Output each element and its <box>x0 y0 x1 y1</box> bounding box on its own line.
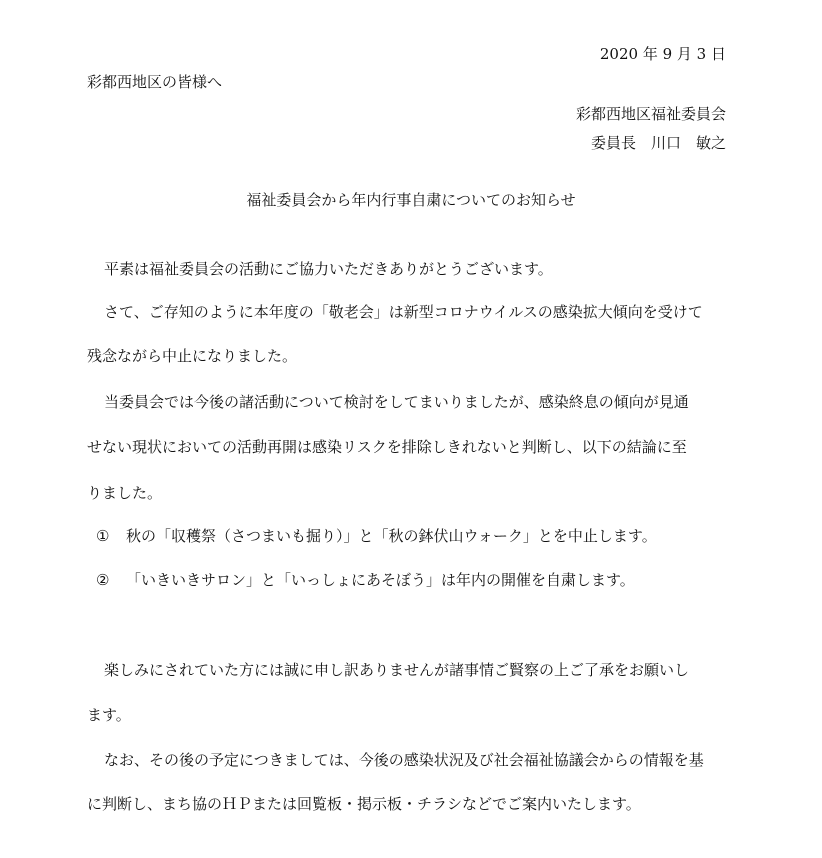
sender-name: 委員長 川口 敏之 <box>590 134 726 152</box>
paragraph-5-line-2: に判断し、まち協のＨＰまたは回覧板・掲示板・チラシなどでご案内いたします。 <box>87 795 641 813</box>
paragraph-2-line-2: 残念ながら中止になりました。 <box>87 347 298 365</box>
paragraph-4-line-1: 楽しみにされていた方には誠に申し訳ありませんが諸事情ご賢察の上ご了承をお願いし <box>104 661 690 679</box>
paragraph-2-line-1: さて、ご存知のように本年度の「敬老会」は新型コロナウイルスの感染拡大傾向を受けて <box>104 303 703 321</box>
paragraph-5-line-1: なお、その後の予定につきましては、今後の感染状況及び社会福祉協議会からの情報を基 <box>104 751 704 769</box>
document-date: 2020 年 9 月 3 日 <box>599 45 726 63</box>
list-item-2-number: ② <box>96 571 110 589</box>
list-item-1-text: 秋の「収穫祭（さつまいも掘り）」と「秋の鉢伏山ウォーク」とを中止します。 <box>126 527 657 545</box>
paragraph-3-line-1: 当委員会では今後の諸活動について検討をしてまいりましたが、感染終息の傾向が見通 <box>104 393 689 411</box>
document-title: 福祉委員会から年内行事自粛についてのお知らせ <box>246 191 576 209</box>
paragraph-greeting: 平素は福祉委員会の活動にご協力いただきありがとうございます。 <box>104 260 553 278</box>
paragraph-3-line-2: せない現状においての活動再開は感染リスクを排除しきれないと判断し、以下の結論に至 <box>87 438 687 456</box>
list-item-2 <box>96 570 635 590</box>
sender-organization: 彩都西地区福祉委員会 <box>575 105 726 123</box>
recipient-line: 彩都西地区の皆様へ <box>87 73 223 91</box>
list-item-1-number: ① <box>96 527 110 545</box>
paragraph-4-line-2: ます。 <box>87 706 131 724</box>
list-item-2-text: 「いきいきサロン」と「いっしょにあそぼう」は年内の開催を自粛します。 <box>126 571 635 589</box>
paragraph-3-line-3: りました。 <box>87 484 163 502</box>
list-item-1 <box>96 526 657 546</box>
